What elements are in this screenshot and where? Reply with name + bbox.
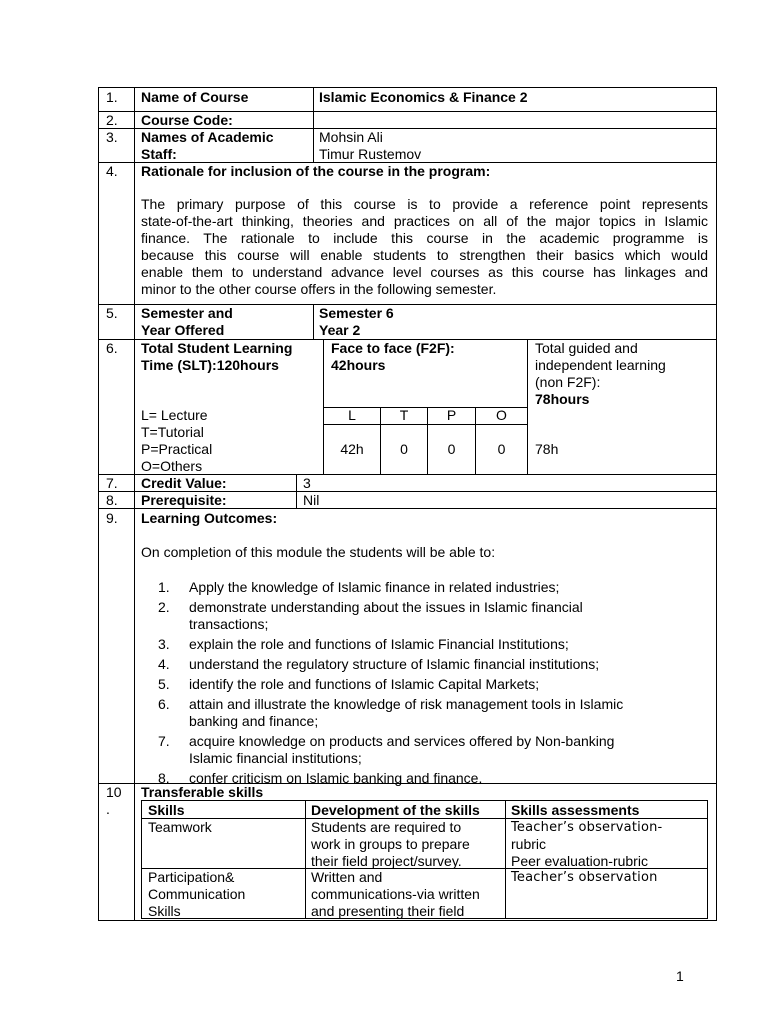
- row-2-number: 2.: [106, 112, 118, 128]
- row-4-number: 4.: [106, 163, 118, 179]
- value-l: 42h: [340, 441, 364, 457]
- ltpo-legend: L= Lecture T=Tutorial P=Practical O=Others: [141, 407, 213, 474]
- semester-label: Semester and Year Offered: [141, 305, 233, 338]
- prerequisite-value: Nil: [303, 492, 320, 508]
- learning-outcomes-list: [158, 579, 718, 787]
- learning-outcomes-intro: On completion of this module the students will be able to:: [141, 544, 496, 560]
- row-5-number: 5.: [106, 305, 118, 321]
- skill-teamwork-assessment: Teacher’s observation- rubric Peer evaluation-rubric: [511, 820, 663, 869]
- list-item: 2. demonstrate understanding about the issues in Islamic financial transactions;: [158, 599, 583, 632]
- non-f2f-label: Total guided and independent learning (non F2F): 78hours: [535, 340, 666, 407]
- list-item: 8. confer criticism on Islamic banking and finance.: [158, 770, 483, 786]
- value-o: 0: [497, 441, 506, 457]
- slt-label: Total Student Learning Time (SLT):120hours: [141, 340, 293, 373]
- value-p: 0: [447, 441, 456, 457]
- rationale-paragraph: The primary purpose of this course is to provide a reference point represents state-of-the-art thinking, theories and practices on all of the major topics in Islamic finance. The rationale to include this course in the academic programme is because this course will enable students to strengthen their basics which would enable them to understand advance level courses as this course has linkages and minor to the other course offers in the following semester.: [141, 196, 708, 297]
- value-t: 0: [400, 441, 408, 457]
- f2f-label: Face to face (F2F): 42hours: [331, 340, 455, 373]
- course-code-label: Course Code:: [141, 112, 233, 128]
- semester-value: Semester 6 Year 2: [319, 305, 394, 338]
- prerequisite-label: Prerequisite:: [141, 492, 227, 508]
- page-number: 1: [676, 968, 684, 984]
- academic-staff-list: [319, 129, 421, 163]
- skill-communication: Participation& Communication Skills: [148, 869, 246, 919]
- row-7-number: 7.: [106, 475, 118, 491]
- list-item: 7. acquire knowledge on products and services offered by Non-banking Islamic financial institutions;: [158, 733, 615, 766]
- course-name-label: Name of Course: [141, 89, 249, 105]
- development-column-header: Development of the skills: [311, 802, 480, 818]
- skill-teamwork: Teamwork: [148, 819, 212, 835]
- skill-communication-development: Written and communications-via written and presenting their field: [311, 869, 480, 919]
- skill-teamwork-development: Students are required to work in groups to prepare their field project/survey.: [311, 819, 470, 869]
- row-3-number: 3.: [106, 129, 118, 145]
- credit-value: 3: [303, 475, 311, 491]
- row-1-number: 1.: [106, 89, 118, 105]
- learning-outcomes-heading: Learning Outcomes:: [141, 510, 278, 526]
- list-item: 3. explain the role and functions of Islamic Financial Institutions;: [158, 636, 569, 652]
- list-item: 4. understand the regulatory structure of Islamic financial institutions;: [158, 656, 600, 672]
- rationale-heading: Rationale for inclusion of the course in the program:: [141, 163, 491, 179]
- list-item: 6. attain and illustrate the knowledge of risk management tools in Islamic banking and finance;: [158, 696, 624, 729]
- header-l: L: [348, 407, 356, 423]
- list-item: 1. Apply the knowledge of Islamic finance in related industries;: [158, 579, 560, 595]
- transferable-skills-heading: Transferable skills: [141, 784, 264, 800]
- staff-name: Mohsin Ali: [319, 129, 383, 145]
- non-f2f-value: 78h: [535, 441, 559, 457]
- row-8-number: 8.: [106, 492, 118, 508]
- skill-communication-assessment: Teacher’s observation: [511, 870, 658, 885]
- assessment-column-header: Skills assessments: [511, 802, 640, 818]
- list-item: 5. identify the role and functions of Islamic Capital Markets;: [158, 676, 540, 692]
- course-name-value: Islamic Economics & Finance 2: [319, 89, 528, 105]
- skills-column-header: Skills: [148, 802, 185, 818]
- header-t: T: [399, 407, 409, 423]
- header-p: P: [446, 407, 457, 423]
- row-6-number: 6.: [106, 340, 118, 356]
- credit-value-label: Credit Value:: [141, 475, 227, 491]
- header-o: O: [496, 407, 507, 423]
- row-10-number: 10 .: [106, 784, 122, 817]
- staff-name: Timur Rustemov: [319, 146, 422, 162]
- academic-staff-label: Names of Academic Staff:: [141, 129, 274, 162]
- row-9-number: 9.: [106, 510, 118, 526]
